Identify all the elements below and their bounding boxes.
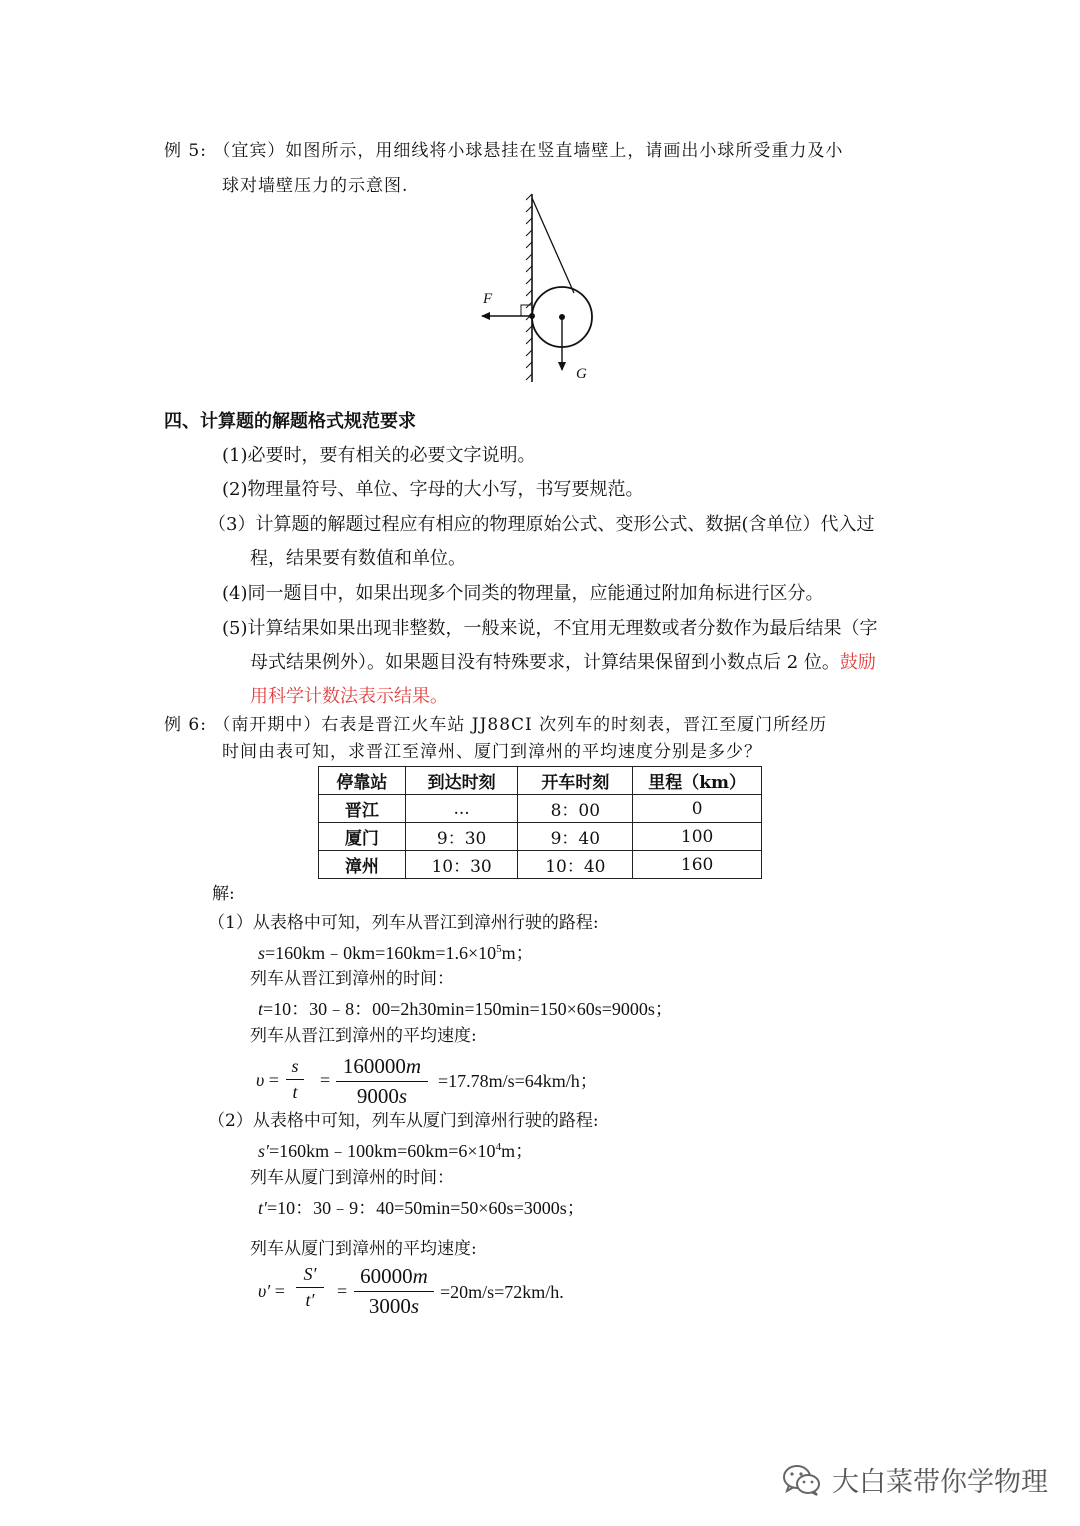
distance-exponent: 4 [495, 1141, 502, 1153]
section4-heading: 四、计算题的解题格式规范要求 [164, 411, 416, 432]
wechat-icon [782, 1463, 822, 1497]
example6-line2: 时间由表可知，求晋江至漳州、厦门到漳州的平均速度分别是多少？ [222, 742, 762, 762]
table-cell: 10：30 [405, 851, 518, 879]
table-header-row [319, 767, 762, 795]
table-cell: 8：00 [518, 795, 633, 823]
table-cell: 9：30 [405, 823, 518, 851]
table-cell: 10：40 [518, 851, 633, 879]
train-timetable [318, 766, 762, 879]
distance-symbol: s′ [258, 1141, 269, 1161]
time-symbol: t [258, 999, 264, 1019]
rule-item-5-line3: 用科学计数法表示结果。 [250, 686, 448, 707]
string [532, 198, 574, 293]
table-header: 里程（km） [633, 767, 762, 795]
fraction-numerator-unit: m [405, 1054, 422, 1078]
table-cell: 0 [633, 795, 762, 823]
station-name: 漳州 [319, 851, 406, 879]
part1-speed-symbol [256, 1071, 279, 1089]
example5-line1: 例 5: （宜宾）如图所示，用细线将小球悬挂在竖直墙壁上，请画出小球所受重力及小 [164, 141, 844, 161]
fraction-denominator-unit: s [398, 1084, 408, 1108]
part1-speed-label: 列车从晋江到漳州的平均速度: [250, 1026, 477, 1046]
rule-item-5-line1: (5)计算结果如果出现非整数，一般来说，不宜用无理数或者分数作为最后结果（字 [222, 618, 878, 639]
distance-symbol: s [258, 943, 266, 963]
part2-time-label: 列车从厦门到漳州的时间： [250, 1168, 454, 1188]
part1-title: （1）从表格中可知，列车从晋江到漳州行驶的路程: [208, 913, 599, 933]
part1-speed-result: =17.78m/s=64km/h； [438, 1071, 598, 1091]
label-g: G [576, 366, 587, 382]
velocity-symbol: υ [256, 1070, 265, 1090]
velocity-symbol: υ′ [258, 1281, 271, 1301]
rule-item-3-line1: （3）计算题的解题过程应有相应的物理原始公式、变形公式、数据(含单位）代入过 [208, 514, 875, 535]
fraction-s-prime-over-t-prime [296, 1264, 324, 1311]
distance-equation: =160km﹣100km=60km=6×10 [268, 1141, 496, 1161]
fraction-numerator: s [291, 1056, 299, 1076]
time-equation: =10：30﹣9：40=50min=50×60s=3000s； [266, 1198, 585, 1218]
wall-hatching [526, 194, 532, 382]
part2-title: （2）从表格中可知，列车从厦门到漳州行驶的路程: [208, 1111, 599, 1131]
table-row [319, 823, 762, 851]
rule-item-2: (2)物理量符号、单位、字母的大小写，书写要规范。 [222, 479, 644, 500]
table-row [319, 795, 762, 823]
equals-sign: = [337, 1281, 348, 1301]
rule-item-5-line2-text: 母式结果例外）。如果题目没有特殊要求，计算结果保留到小数点后 2 位。 [250, 652, 840, 673]
distance-unit: m； [501, 1141, 534, 1161]
part1-distance [258, 944, 534, 962]
fraction-denominator: t′ [305, 1290, 315, 1310]
distance-exponent: 5 [496, 943, 502, 955]
distance-equation: =160km﹣0km=160km=1.6×10 [265, 943, 497, 963]
part2-speed-symbol [258, 1282, 285, 1300]
equals-sign: = [268, 1070, 279, 1090]
equals-sign: = [274, 1281, 285, 1301]
rule-item-4: (4)同一题目中，如果出现多个同类的物理量，应能通过附加角标进行区分。 [222, 583, 824, 604]
rule-item-3-line2: 程，结果要有数值和单位。 [250, 548, 466, 569]
table-cell: 160 [633, 851, 762, 879]
equals-sign: = [320, 1070, 331, 1090]
table-cell: 9：40 [518, 823, 633, 851]
fraction-numerator: S′ [303, 1264, 317, 1284]
table-header: 开车时刻 [518, 767, 633, 795]
table-cell: ... [405, 795, 518, 823]
fraction-denominator: t [292, 1082, 298, 1102]
rule-item-5-emphasis: 鼓励 [839, 652, 876, 673]
rule-item-5-line2 [250, 654, 876, 672]
station-name: 晋江 [319, 795, 406, 823]
force-diagram [470, 190, 610, 390]
part2-time [258, 1199, 585, 1217]
part2-speed-result: =20m/s=72km/h. [440, 1282, 564, 1302]
fraction-denominator-unit: s [410, 1294, 420, 1318]
table-header: 到达时刻 [405, 767, 518, 795]
distance-unit: m； [501, 943, 534, 963]
example5-line2: 球对墙壁压力的示意图. [222, 176, 409, 196]
table-cell: 100 [633, 823, 762, 851]
table-row [319, 851, 762, 879]
fraction-denominator-value: 3000 [368, 1294, 411, 1318]
fraction-values [354, 1264, 434, 1319]
watermark-text: 大白菜带你学物理 [832, 1467, 1048, 1498]
time-equation: =10：30﹣8：00=2h30min=150min=150×60s=9000s； [263, 999, 673, 1019]
example6-line1: 例 6: （南开期中）右表是晋江火车站 JJ88CI 次列车的时刻表，晋江至厦门所经历 [164, 715, 828, 735]
fraction-values [336, 1054, 428, 1109]
fraction-numerator-unit: m [412, 1264, 428, 1288]
solution-label: 解: [212, 884, 235, 904]
watermark [782, 1460, 1048, 1499]
table-header: 停靠站 [319, 767, 406, 795]
fraction-denominator-value: 9000 [356, 1084, 399, 1108]
part2-distance [258, 1142, 533, 1160]
fraction-s-over-t [286, 1056, 304, 1103]
fraction-numerator-value: 60000 [360, 1264, 413, 1288]
label-f: F [483, 291, 493, 307]
rule-item-1: (1)必要时，要有相关的必要文字说明。 [222, 445, 536, 466]
station-name: 厦门 [319, 823, 406, 851]
part1-time-label: 列车从晋江到漳州的时间： [250, 969, 454, 989]
fraction-numerator-value: 160000 [342, 1054, 406, 1078]
part2-speed-label: 列车从厦门到漳州的平均速度: [250, 1239, 477, 1259]
time-symbol: t′ [258, 1198, 267, 1218]
part1-time [258, 1000, 673, 1018]
